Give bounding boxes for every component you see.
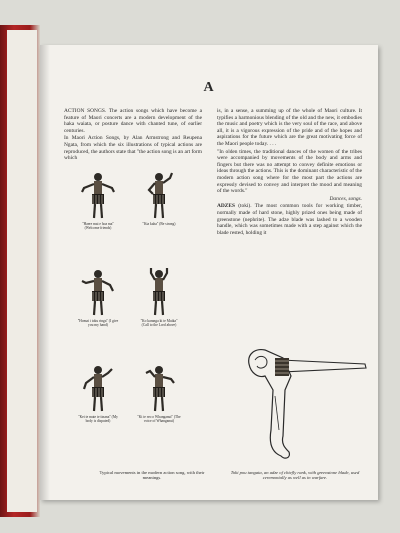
figure-caption: "Ko karanga ki te Maika" (Call to the Lord above) bbox=[140, 319, 178, 328]
action-figure-3 bbox=[76, 267, 120, 327]
figure-caption: "Kei te mate te tinana" (My body is disputed) bbox=[78, 415, 118, 424]
figure-caption: "Homai i toku ringa" (I give you my hand) bbox=[77, 319, 119, 328]
action-songs-continued: is, in a sense, a summing up of the whole of Maori culture. It typifies a harmonious blending of the old and the new, it embodies the music and poetry which is the very soul of the race, and above all, it is a vigorous expression of the pride and of the hopes and aspirations for the future which are the great motivating force of the Maori people today. . . . bbox=[217, 108, 362, 147]
dancer-icon bbox=[78, 170, 118, 222]
page-gutter-shadow bbox=[40, 45, 50, 500]
section-letter: A bbox=[203, 80, 215, 95]
figure-caption: "Kia kaha" (Be strong) bbox=[142, 222, 176, 226]
page-stack-edge bbox=[6, 30, 37, 512]
adze-caption: Toki pou tangata, an adze of chiefly rank, with greenstone blade, used ceremonially as well as in warfare. bbox=[230, 470, 360, 481]
action-figure-1 bbox=[76, 170, 120, 230]
figure-caption: "Haere mai e hoa ma" (Welcome friends) bbox=[82, 222, 114, 231]
dancer-icon bbox=[78, 363, 118, 415]
dancer-icon bbox=[139, 170, 179, 222]
adze-illustration bbox=[225, 320, 373, 470]
action-figure-2 bbox=[137, 170, 181, 226]
plate-caption: Typical movements in the modern action song, with their meanings. bbox=[99, 470, 205, 481]
action-songs-paragraph-2: In Maori Action Songs, by Alan Armstrong and Reupena Ngata, from which the six illustrations of typical actions are reproduced, the authors state that "the action song is an art form which bbox=[64, 135, 202, 162]
figure-caption: "Ki te reo o Whanganui" (The voice of Whanganui) bbox=[137, 415, 181, 424]
action-songs-paragraph: ACTION SONGS. The action songs which have become a feature of Maori concerts are a modern development of the haka waiata, or posture dance with chanted tune, of earlier centuries. bbox=[64, 108, 202, 134]
cross-reference: Dances, songs. bbox=[329, 195, 362, 202]
right-column bbox=[217, 108, 362, 237]
dancer-icon bbox=[139, 267, 179, 319]
adzes-body: (toki). The most common tools for working timber, normally made of hard stone, highly prized ones being made of greenstone (nephrite). The adze blade was lashed to a wooden handle, which was sometimes made with a step against which the blade rested, holding it bbox=[217, 203, 362, 236]
dancer-icon bbox=[139, 363, 179, 415]
action-figure-5 bbox=[76, 363, 120, 423]
dancer-icon bbox=[78, 267, 118, 319]
book-page bbox=[40, 45, 378, 500]
action-figure-6 bbox=[137, 363, 181, 423]
left-column bbox=[64, 108, 202, 163]
adzes-paragraph bbox=[217, 203, 362, 236]
toki-adze-icon bbox=[225, 320, 373, 470]
action-figure-4 bbox=[137, 267, 181, 327]
adzes-heading: ADZES bbox=[217, 203, 235, 210]
quoted-paragraph: "In olden times, the traditional dances of the women of the tribes were accompanied by movements of the body and arms and fingers but there was no attempt to convey definite emotions or ideas through the actions. This is the dominant characteristic of the modern action song where for the most part the actions are expressly devised to convey and interpret the mood and meaning of the words." bbox=[217, 148, 362, 195]
